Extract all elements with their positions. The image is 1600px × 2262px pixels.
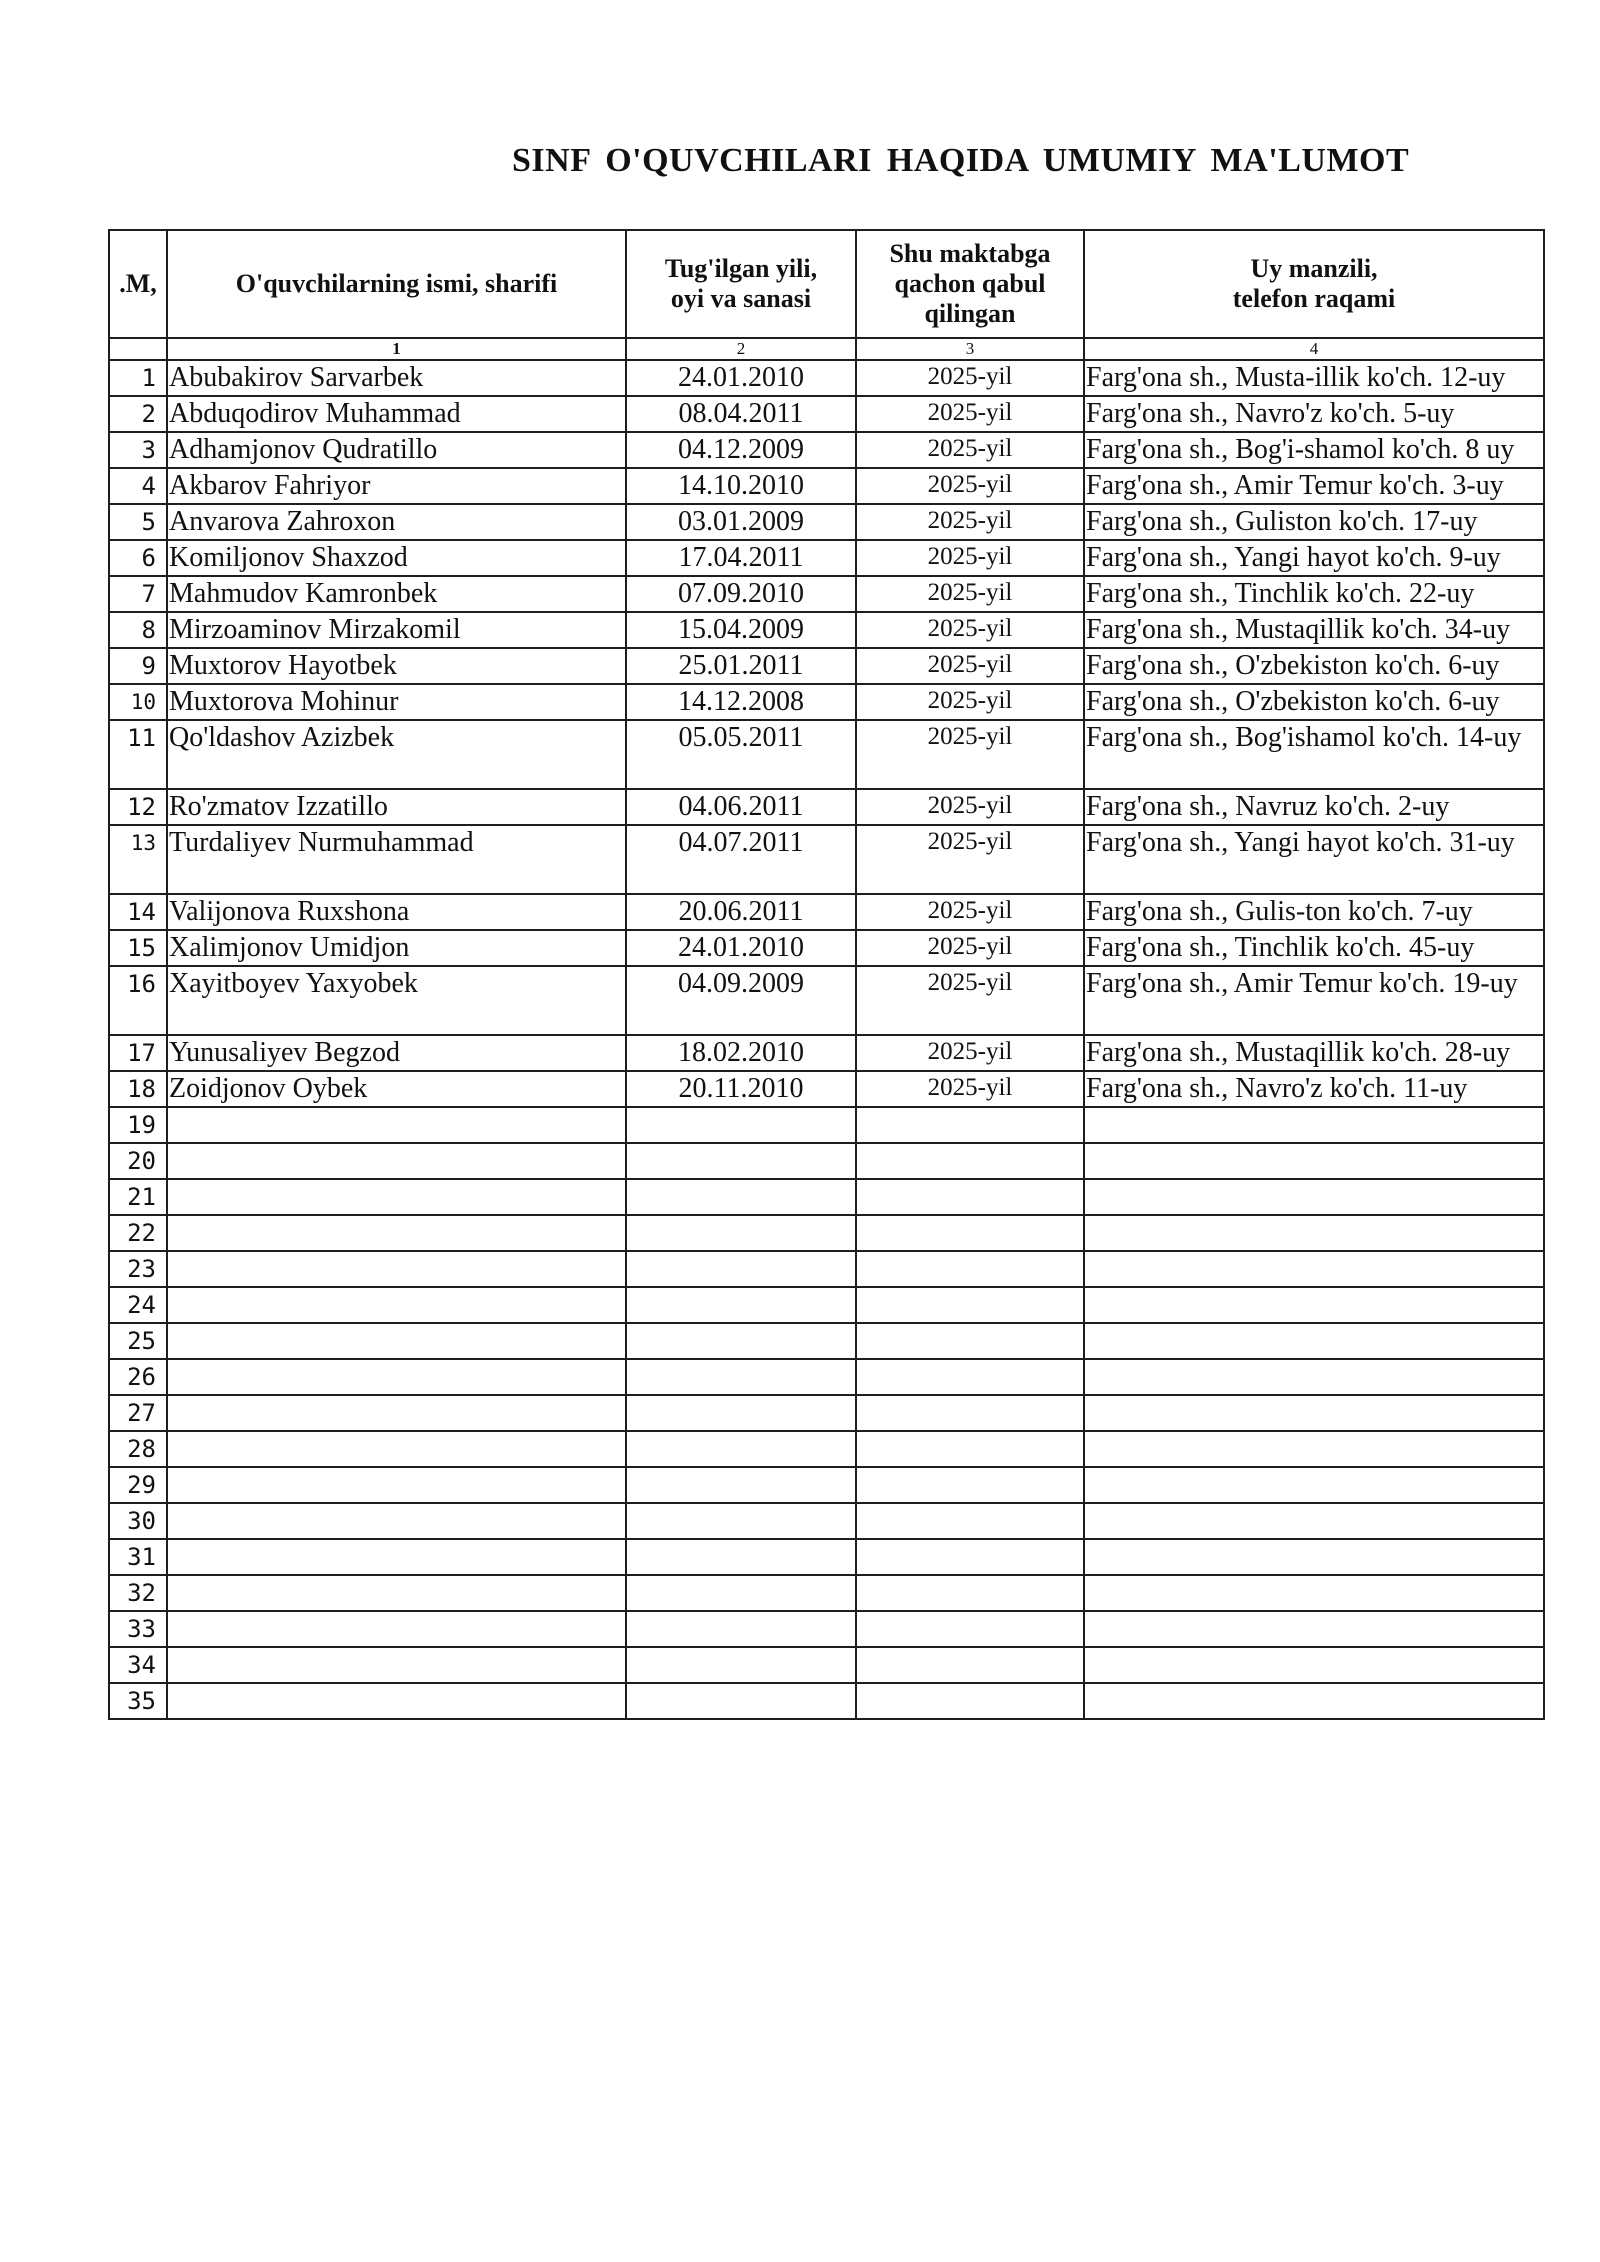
student-name [167, 1539, 626, 1575]
student-name: Adhamjonov Qudratillo [167, 432, 626, 468]
home-address: Farg'ona sh., Guliston ko'ch. 17-uy [1084, 504, 1544, 540]
admission-year [856, 1323, 1084, 1359]
table-row [109, 540, 1544, 576]
admission-year: 2025-yil [856, 966, 1084, 1035]
home-address: Farg'ona sh., O'zbekiston ko'ch. 6-uy [1084, 648, 1544, 684]
admission-year [856, 1575, 1084, 1611]
page-title: SINF O'QUVCHILARI HAQIDA UMUMIY MA'LUMOT [512, 142, 1410, 179]
table-row [109, 1503, 1544, 1539]
header-address-line2: telefon raqami [1232, 284, 1396, 313]
row-number: 34 [109, 1647, 167, 1683]
admission-year [856, 1683, 1084, 1719]
table-row [109, 684, 1544, 720]
column-number-blank [109, 338, 167, 360]
student-name [167, 1179, 626, 1215]
birth-date [626, 1503, 856, 1539]
home-address: Farg'ona sh., Bog'i-shamol ko'ch. 8 uy [1084, 432, 1544, 468]
admission-year [856, 1287, 1084, 1323]
table-body [109, 360, 1544, 1719]
student-name: Mirzoaminov Mirzakomil [167, 612, 626, 648]
table-row [109, 789, 1544, 825]
birth-date [626, 1431, 856, 1467]
row-number: 18 [109, 1071, 167, 1107]
header-birth [626, 230, 856, 338]
home-address: Farg'ona sh., Mustaqillik ko'ch. 28-uy [1084, 1035, 1544, 1071]
table-row [109, 720, 1544, 789]
admission-year: 2025-yil [856, 894, 1084, 930]
table-row [109, 1467, 1544, 1503]
home-address [1084, 1251, 1544, 1287]
birth-date: 04.09.2009 [626, 966, 856, 1035]
home-address [1084, 1575, 1544, 1611]
home-address: Farg'ona sh., Yangi hayot ko'ch. 31-uy [1084, 825, 1544, 894]
admission-year: 2025-yil [856, 1035, 1084, 1071]
home-address: Farg'ona sh., Tinchlik ko'ch. 45-uy [1084, 930, 1544, 966]
table-row [109, 1323, 1544, 1359]
birth-date: 15.04.2009 [626, 612, 856, 648]
row-number: 23 [109, 1251, 167, 1287]
birth-date [626, 1251, 856, 1287]
row-number: 20 [109, 1143, 167, 1179]
student-name [167, 1107, 626, 1143]
student-name [167, 1683, 626, 1719]
column-number-row [109, 338, 1544, 360]
row-number: 16 [109, 966, 167, 1035]
table-row [109, 1395, 1544, 1431]
home-address [1084, 1143, 1544, 1179]
home-address [1084, 1503, 1544, 1539]
birth-date [626, 1179, 856, 1215]
row-number: 17 [109, 1035, 167, 1071]
table-row [109, 432, 1544, 468]
row-number: 10 [109, 684, 167, 720]
admission-year: 2025-yil [856, 540, 1084, 576]
row-number: 28 [109, 1431, 167, 1467]
home-address: Farg'ona sh., Navruz ko'ch. 2-uy [1084, 789, 1544, 825]
birth-date: 24.01.2010 [626, 360, 856, 396]
header-admitted [856, 230, 1084, 338]
header-row [109, 230, 1544, 338]
table-row [109, 1143, 1544, 1179]
home-address: Farg'ona sh., Navro'z ko'ch. 11-uy [1084, 1071, 1544, 1107]
student-name [167, 1143, 626, 1179]
admission-year: 2025-yil [856, 684, 1084, 720]
row-number: 35 [109, 1683, 167, 1719]
table-row [109, 648, 1544, 684]
home-address [1084, 1179, 1544, 1215]
student-name: Akbarov Fahriyor [167, 468, 626, 504]
home-address [1084, 1611, 1544, 1647]
birth-date [626, 1287, 856, 1323]
admission-year: 2025-yil [856, 789, 1084, 825]
birth-date: 08.04.2011 [626, 396, 856, 432]
admission-year [856, 1647, 1084, 1683]
student-name [167, 1503, 626, 1539]
student-name: Abduqodirov Muhammad [167, 396, 626, 432]
student-name: Abubakirov Sarvarbek [167, 360, 626, 396]
home-address [1084, 1467, 1544, 1503]
table-row [109, 825, 1544, 894]
home-address [1084, 1215, 1544, 1251]
admission-year [856, 1431, 1084, 1467]
student-name [167, 1251, 626, 1287]
row-number: 31 [109, 1539, 167, 1575]
home-address: Farg'ona sh., Bog'ishamol ko'ch. 14-uy [1084, 720, 1544, 789]
admission-year: 2025-yil [856, 612, 1084, 648]
table-row [109, 504, 1544, 540]
home-address: Farg'ona sh., Navro'z ko'ch. 5-uy [1084, 396, 1544, 432]
birth-date [626, 1611, 856, 1647]
row-number: 27 [109, 1395, 167, 1431]
table-row [109, 1107, 1544, 1143]
home-address: Farg'ona sh., Amir Temur ko'ch. 19-uy [1084, 966, 1544, 1035]
row-number: 33 [109, 1611, 167, 1647]
student-name: Ro'zmatov Izzatillo [167, 789, 626, 825]
row-number: 15 [109, 930, 167, 966]
home-address [1084, 1647, 1544, 1683]
row-number: 12 [109, 789, 167, 825]
birth-date: 05.05.2011 [626, 720, 856, 789]
table-row [109, 930, 1544, 966]
row-number: 30 [109, 1503, 167, 1539]
admission-year [856, 1611, 1084, 1647]
row-number: 4 [109, 468, 167, 504]
row-number: 14 [109, 894, 167, 930]
row-number: 3 [109, 432, 167, 468]
birth-date: 14.10.2010 [626, 468, 856, 504]
admission-year [856, 1107, 1084, 1143]
student-name [167, 1611, 626, 1647]
admission-year [856, 1539, 1084, 1575]
student-name: Valijonova Ruxshona [167, 894, 626, 930]
home-address: Farg'ona sh., Mustaqillik ko'ch. 34-uy [1084, 612, 1544, 648]
column-number-1: 1 [167, 338, 626, 360]
table-row [109, 396, 1544, 432]
student-name: Xayitboyev Yaxyobek [167, 966, 626, 1035]
student-name [167, 1359, 626, 1395]
table-row [109, 1287, 1544, 1323]
table-row [109, 1035, 1544, 1071]
student-name: Qo'ldashov Azizbek [167, 720, 626, 789]
column-number-2: 2 [626, 338, 856, 360]
row-number: 5 [109, 504, 167, 540]
student-name: Zoidjonov Oybek [167, 1071, 626, 1107]
birth-date: 20.06.2011 [626, 894, 856, 930]
birth-date [626, 1575, 856, 1611]
student-name [167, 1431, 626, 1467]
admission-year [856, 1467, 1084, 1503]
student-name: Muxtorov Hayotbek [167, 648, 626, 684]
student-name: Turdaliyev Nurmuhammad [167, 825, 626, 894]
table-row [109, 360, 1544, 396]
admission-year [856, 1215, 1084, 1251]
header-admitted-line3: qilingan [924, 299, 1016, 328]
column-number-4: 4 [1084, 338, 1544, 360]
row-number: 19 [109, 1107, 167, 1143]
row-number: 2 [109, 396, 167, 432]
header-admitted-line2: qachon qabul [894, 269, 1046, 298]
birth-date [626, 1683, 856, 1719]
table-row [109, 1215, 1544, 1251]
table-row [109, 1359, 1544, 1395]
birth-date: 17.04.2011 [626, 540, 856, 576]
header-birth-line2: oyi va sanasi [670, 284, 812, 313]
header-number: .M, [109, 230, 167, 338]
admission-year: 2025-yil [856, 930, 1084, 966]
row-number: 7 [109, 576, 167, 612]
admission-year: 2025-yil [856, 360, 1084, 396]
home-address: Farg'ona sh., Gulis-ton ko'ch. 7-uy [1084, 894, 1544, 930]
table-row [109, 1539, 1544, 1575]
birth-date [626, 1539, 856, 1575]
birth-date: 07.09.2010 [626, 576, 856, 612]
admission-year: 2025-yil [856, 825, 1084, 894]
birth-date: 03.01.2009 [626, 504, 856, 540]
table-row [109, 1431, 1544, 1467]
admission-year [856, 1251, 1084, 1287]
student-name: Anvarova Zahroxon [167, 504, 626, 540]
table-row [109, 1575, 1544, 1611]
admission-year [856, 1359, 1084, 1395]
table-row [109, 1683, 1544, 1719]
birth-date [626, 1323, 856, 1359]
admission-year [856, 1143, 1084, 1179]
home-address: Farg'ona sh., O'zbekiston ko'ch. 6-uy [1084, 684, 1544, 720]
admission-year [856, 1503, 1084, 1539]
birth-date: 14.12.2008 [626, 684, 856, 720]
header-address [1084, 230, 1544, 338]
table-row [109, 612, 1544, 648]
student-name [167, 1647, 626, 1683]
students-table [108, 229, 1545, 1720]
admission-year [856, 1395, 1084, 1431]
column-number-3: 3 [856, 338, 1084, 360]
birth-date [626, 1215, 856, 1251]
table-row [109, 1647, 1544, 1683]
home-address: Farg'ona sh., Yangi hayot ko'ch. 9-uy [1084, 540, 1544, 576]
row-number: 32 [109, 1575, 167, 1611]
birth-date: 24.01.2010 [626, 930, 856, 966]
home-address: Farg'ona sh., Musta-illik ko'ch. 12-uy [1084, 360, 1544, 396]
home-address [1084, 1431, 1544, 1467]
home-address [1084, 1359, 1544, 1395]
home-address [1084, 1539, 1544, 1575]
birth-date [626, 1467, 856, 1503]
birth-date: 20.11.2010 [626, 1071, 856, 1107]
home-address [1084, 1107, 1544, 1143]
student-name: Komiljonov Shaxzod [167, 540, 626, 576]
student-name: Xalimjonov Umidjon [167, 930, 626, 966]
header-name: O'quvchilarning ismi, sharifi [167, 230, 626, 338]
admission-year: 2025-yil [856, 468, 1084, 504]
admission-year: 2025-yil [856, 1071, 1084, 1107]
birth-date: 18.02.2010 [626, 1035, 856, 1071]
birth-date: 04.07.2011 [626, 825, 856, 894]
table-row [109, 468, 1544, 504]
birth-date: 04.06.2011 [626, 789, 856, 825]
student-name: Muxtorova Mohinur [167, 684, 626, 720]
row-number: 22 [109, 1215, 167, 1251]
home-address [1084, 1395, 1544, 1431]
admission-year [856, 1179, 1084, 1215]
table-row [109, 1251, 1544, 1287]
row-number: 8 [109, 612, 167, 648]
header-address-line1: Uy manzili, [1250, 254, 1378, 283]
birth-date [626, 1107, 856, 1143]
student-name: Mahmudov Kamronbek [167, 576, 626, 612]
student-name [167, 1467, 626, 1503]
row-number: 26 [109, 1359, 167, 1395]
birth-date: 25.01.2011 [626, 648, 856, 684]
admission-year: 2025-yil [856, 432, 1084, 468]
row-number: 6 [109, 540, 167, 576]
row-number: 25 [109, 1323, 167, 1359]
header-admitted-line1: Shu maktabga [889, 239, 1051, 268]
table-row [109, 1179, 1544, 1215]
student-name: Yunusaliyev Begzod [167, 1035, 626, 1071]
row-number: 21 [109, 1179, 167, 1215]
header-birth-line1: Tug'ilgan yili, [664, 254, 818, 283]
table-row [109, 966, 1544, 1035]
row-number: 9 [109, 648, 167, 684]
home-address [1084, 1683, 1544, 1719]
admission-year: 2025-yil [856, 648, 1084, 684]
birth-date [626, 1647, 856, 1683]
table-row [109, 1071, 1544, 1107]
student-name [167, 1287, 626, 1323]
birth-date [626, 1395, 856, 1431]
table-row [109, 576, 1544, 612]
table-row [109, 1611, 1544, 1647]
student-name [167, 1323, 626, 1359]
birth-date: 04.12.2009 [626, 432, 856, 468]
row-number: 1 [109, 360, 167, 396]
home-address [1084, 1287, 1544, 1323]
student-name [167, 1575, 626, 1611]
birth-date [626, 1143, 856, 1179]
birth-date [626, 1359, 856, 1395]
student-name [167, 1215, 626, 1251]
home-address [1084, 1323, 1544, 1359]
home-address: Farg'ona sh., Amir Temur ko'ch. 3-uy [1084, 468, 1544, 504]
admission-year: 2025-yil [856, 396, 1084, 432]
row-number: 13 [109, 825, 167, 894]
home-address: Farg'ona sh., Tinchlik ko'ch. 22-uy [1084, 576, 1544, 612]
table-row [109, 894, 1544, 930]
admission-year: 2025-yil [856, 504, 1084, 540]
row-number: 29 [109, 1467, 167, 1503]
student-name [167, 1395, 626, 1431]
admission-year: 2025-yil [856, 720, 1084, 789]
row-number: 24 [109, 1287, 167, 1323]
admission-year: 2025-yil [856, 576, 1084, 612]
row-number: 11 [109, 720, 167, 789]
